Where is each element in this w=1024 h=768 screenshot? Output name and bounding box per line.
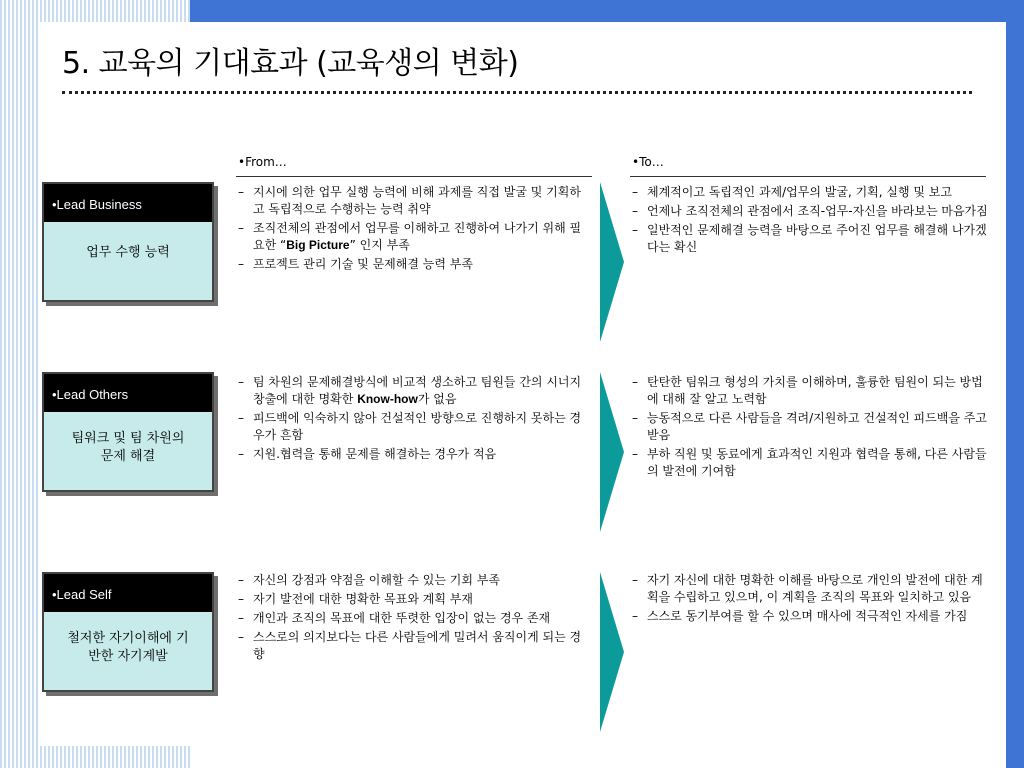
list-item — [238, 374, 590, 408]
label-title: •Lead Business — [44, 184, 212, 222]
from-list-lead-others — [238, 374, 590, 465]
list-item-text: ” 인지 부족 — [349, 238, 410, 252]
list-item: – 지원.협력을 통해 문제를 해결하는 경우가 적음 — [238, 446, 590, 463]
list-item: – 프로젝트 관리 기술 및 문제해결 능력 부족 — [238, 256, 590, 273]
list-item: – 자신의 강점과 약점을 이해할 수 있는 기회 부족 — [238, 572, 590, 589]
top-frame — [190, 0, 1024, 22]
label-body: 업무 수행 능력 — [86, 245, 170, 260]
label-title: •Lead Others — [44, 374, 212, 412]
list-item: – 자기 발전에 대한 명확한 목표와 계획 부재 — [238, 591, 590, 608]
label-body: 철저한 자기이해에 기반한 자기계발 — [67, 631, 189, 664]
label-title: •Lead Self — [44, 574, 212, 612]
arrow-lead-self — [600, 572, 624, 732]
label-body: 팀워크 및 팀 차원의 문제 해결 — [71, 431, 185, 464]
list-item: – 부하 직원 및 동료에게 효과적인 지원과 협력을 통해, 다른 사람들의 발전에 기여함 — [632, 446, 988, 480]
to-list-lead-self — [632, 572, 988, 627]
emphasis: Know-how — [357, 392, 418, 406]
from-list-lead-self — [238, 572, 590, 665]
list-item-text: 가 없음 — [417, 392, 457, 406]
to-list-lead-business — [632, 184, 988, 258]
right-frame — [1006, 0, 1024, 768]
arrow-lead-others — [600, 372, 624, 532]
list-item: – 스스로의 의지보다는 다른 사람들에게 밀려서 움직이게 되는 경향 — [238, 629, 590, 663]
list-item — [238, 220, 590, 254]
from-column-rule — [236, 176, 592, 177]
list-item: – 스스로 동기부여를 할 수 있으며 매사에 적극적인 자세를 가짐 — [632, 608, 988, 625]
list-item: – 피드백에 익숙하지 않아 건설적인 방향으로 진행하지 못하는 경우가 흔함 — [238, 410, 590, 444]
title-divider — [62, 91, 972, 94]
arrow-shape — [600, 572, 624, 732]
list-item: – 탄탄한 팀워크 형성의 가치를 이해하며, 훌륭한 팀원이 되는 방법에 대해 잘 알고 노력함 — [632, 374, 988, 408]
to-column-header: •To… — [632, 155, 664, 169]
from-list-lead-business — [238, 184, 590, 275]
arrow-shape — [600, 182, 624, 342]
page-title: 5. 교육의 기대효과 (교육생의 변화) — [62, 46, 519, 81]
list-item: – 개인과 조직의 목표에 대한 뚜렷한 입장이 없는 경우 존재 — [238, 610, 590, 627]
list-item: – 지시에 의한 업무 실행 능력에 비해 과제를 직접 발굴 및 기획하고 독립적으로 수행하는 능력 취약 — [238, 184, 590, 218]
emphasis: Big Picture — [286, 238, 350, 252]
to-column-rule — [630, 176, 986, 177]
arrow-shape — [600, 372, 624, 532]
from-column-header: •From… — [238, 155, 287, 169]
label-box-lead-others — [42, 372, 214, 492]
list-item-text: 팀 차원의 문제해결방식에 비교적 생소하고 팀원들 간의 시너지 창출에 대한 명확한 — [253, 375, 582, 406]
arrow-lead-business — [600, 182, 624, 342]
label-box-lead-business — [42, 182, 214, 302]
to-list-lead-others — [632, 374, 988, 482]
list-item: – 언제나 조직전체의 관점에서 조직-업무-자신을 바라보는 마음가짐 — [632, 203, 988, 220]
list-item: – 일반적인 문제해결 능력을 바탕으로 주어진 업무를 해결해 나가겠다는 확신 — [632, 222, 988, 256]
list-item: – 자기 자신에 대한 명확한 이해를 바탕으로 개인의 발전에 대한 계획을 수립하고 있으며, 이 계획을 조직의 목표와 일치하고 있음 — [632, 572, 988, 606]
list-item: – 체계적이고 독립적인 과제/업무의 발굴, 기획, 실행 및 보고 — [632, 184, 988, 201]
list-item: – 능동적으로 다른 사람들을 격려/지원하고 건설적인 피드백을 주고 받음 — [632, 410, 988, 444]
list-item-text: 조직전체의 관점에서 업무를 이해하고 진행하여 나가기 위해 필요한 “ — [253, 221, 582, 252]
label-box-lead-self — [42, 572, 214, 692]
